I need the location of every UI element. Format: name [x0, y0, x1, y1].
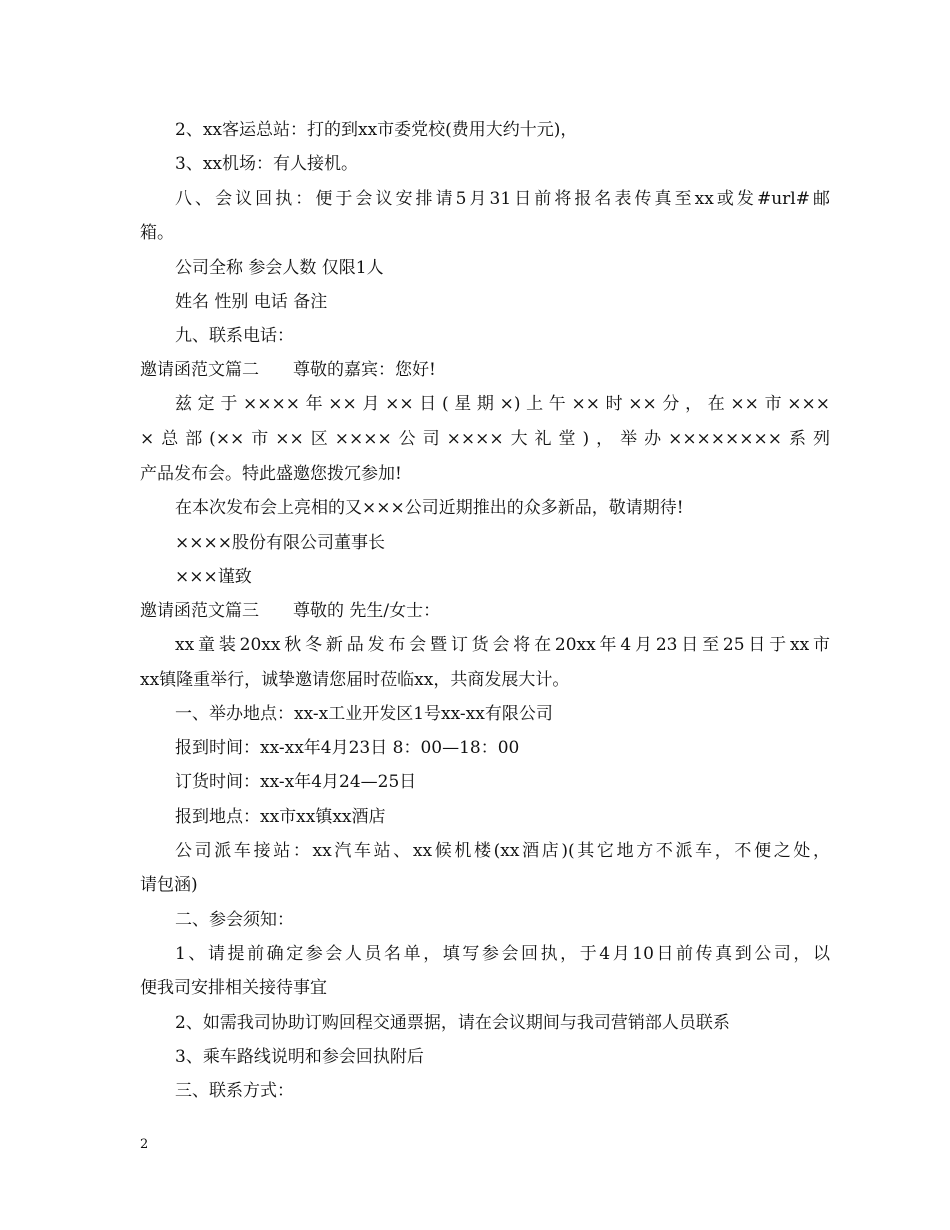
paragraph-line: 九、联系电话： [175, 326, 294, 346]
paragraph-line: 兹定于××××年××月××日(星期×)上午××时××分，在××市××× [175, 394, 830, 414]
paragraph-line: 3、xx机场：有人接机。 [175, 154, 358, 174]
paragraph-line: 一、举办地点：xx-x工业开发区1号xx-xx有限公司 [175, 704, 553, 724]
section-heading: 邀请函范文篇二 尊敬的嘉宾：您好! [140, 360, 436, 380]
paragraph-line: ××××股份有限公司董事长 [175, 533, 385, 553]
paragraph-line: 订货时间：xx-x年4月24—25日 [175, 772, 417, 792]
paragraph-line: 便我司安排相关接待事宜 [140, 978, 327, 998]
paragraph-line: ×总部(××市××区××××公司××××大礼堂)，举办××××××××系列 [140, 429, 830, 449]
section-heading: 邀请函范文篇三 尊敬的 先生/女士： [140, 601, 441, 621]
paragraph-line: 3、乘车路线说明和参会回执附后 [175, 1047, 424, 1067]
paragraph-line: ×××谨致 [175, 567, 252, 587]
paragraph-line: 姓名 性别 电话 备注 [175, 292, 328, 312]
paragraph-line: 公司派车接站：xx汽车站、xx候机楼(xx酒店)(其它地方不派车，不便之处， [175, 841, 830, 861]
paragraph-line: 报到地点：xx市xx镇xx酒店 [175, 807, 386, 827]
paragraph-line: 二、参会须知： [175, 910, 294, 930]
paragraph-line: 1、请提前确定参会人员名单，填写参会回执，于4月10日前传真到公司，以 [175, 944, 830, 964]
paragraph-line: xx镇隆重举行，诚挚邀请您届时莅临xx，共商发展大计。 [140, 670, 570, 690]
paragraph-line: 2、xx客运总站：打的到xx市委党校(费用大约十元)， [175, 120, 578, 140]
paragraph-line: 箱。 [140, 223, 174, 243]
page-number: 2 [140, 1137, 149, 1152]
paragraph-line: 公司全称 参会人数 仅限1人 [175, 258, 384, 278]
paragraph-line: 请包涵) [140, 875, 198, 895]
paragraph-line: 报到时间：xx-xx年4月23日 8：00—18：00 [175, 738, 520, 758]
paragraph-line: 2、如需我司协助订购回程交通票据，请在会议期间与我司营销部人员联系 [175, 1013, 730, 1033]
paragraph-line: 产品发布会。特此盛邀您拨冗参加! [140, 464, 402, 484]
paragraph-line: xx童装20xx秋冬新品发布会暨订货会将在20xx年4月23日至25日于xx市 [175, 635, 830, 655]
paragraph-line: 在本次发布会上亮相的又×××公司近期推出的众多新品，敬请期待! [175, 498, 684, 518]
paragraph-line: 八、会议回执：便于会议安排请5月31日前将报名表传真至xx或发#url#邮 [175, 189, 830, 209]
paragraph-line: 三、联系方式： [175, 1081, 294, 1101]
